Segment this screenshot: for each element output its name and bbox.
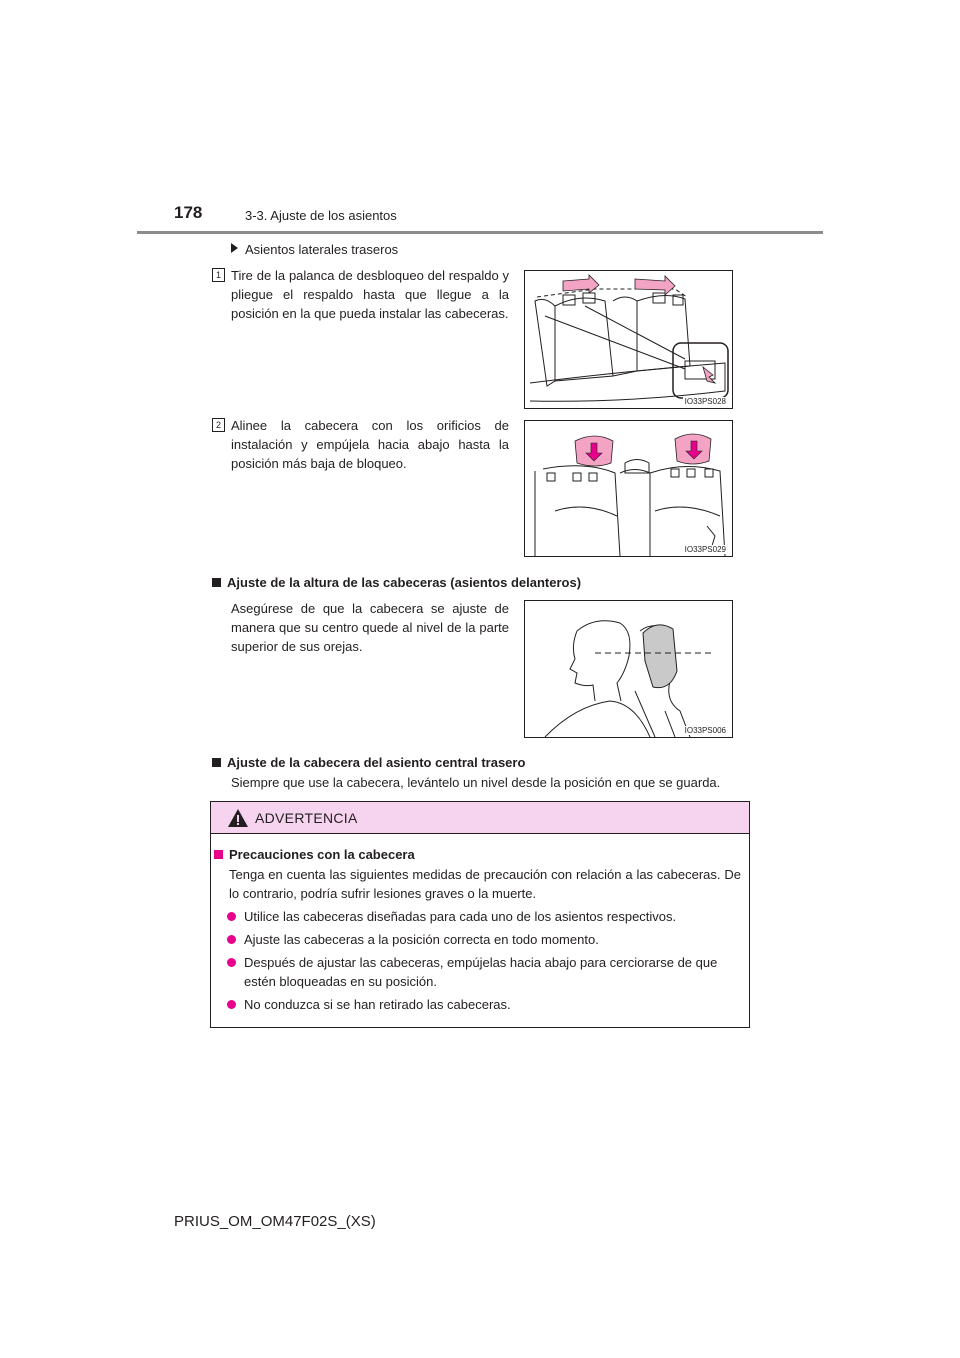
square-bullet-icon (214, 850, 223, 859)
warning-triangle-icon (227, 808, 249, 828)
figure-code: IO33PS006 (684, 726, 726, 735)
figure-code: IO33PS028 (684, 397, 726, 406)
warning-heading-label: Precauciones con la cabecera (229, 847, 415, 862)
figure-code: IO33PS029 (684, 545, 726, 554)
page-number: 178 (174, 203, 203, 222)
section-title: 3-3. Ajuste de los asientos (245, 208, 397, 223)
warning-heading (214, 847, 415, 862)
triangle-bullet-icon (231, 243, 238, 253)
arrow-left-icon (563, 275, 599, 293)
driver-headrest-illustration (525, 601, 732, 737)
bullet-text: Después de ajustar las cabeceras, empújelas hacia abajo para cerciorarse de que estén bloqueadas en su posición. (244, 955, 718, 989)
arrow-right-icon (635, 276, 675, 295)
bullet-text: Utilice las cabeceras diseñadas para cada uno de los asientos respectivos. (244, 909, 677, 924)
figure-fold-seatback (524, 270, 733, 409)
bullet-dot-icon (227, 958, 236, 967)
front-headrest-icon (643, 625, 677, 688)
warning-box (210, 801, 750, 1028)
heading-label: Ajuste de la cabecera del asiento central trasero (227, 755, 526, 770)
bullet-text: Ajuste las cabeceras a la posición correcta en todo momento. (244, 932, 599, 947)
warning-bullet (211, 907, 741, 926)
step-2-text: Alinee la cabecera con los orificios de instalación y empújela hacia abajo hasta la posición más baja de bloqueo. (231, 418, 509, 471)
warning-header (211, 802, 749, 834)
bullet-dot-icon (227, 1000, 236, 1009)
warning-intro: Tenga en cuenta las siguientes medidas de precaución con relación a las cabeceras. De lo contrario, podría sufrir lesiones graves o la muerte. (229, 867, 741, 901)
rear-center-text: Siempre que use la cabecera, levántelo un nivel desde la posición en que se guarda. (231, 775, 721, 790)
bullet-text: No conduzca si se han retirado las cabeceras. (244, 997, 511, 1012)
warning-bullet (211, 953, 741, 991)
bullet-dot-icon (227, 912, 236, 921)
figure-headrest-height (524, 600, 733, 738)
square-bullet-icon (212, 758, 221, 767)
header-divider (137, 231, 823, 234)
step-badge-1: 1 (212, 268, 225, 282)
heading-rear-center (212, 755, 525, 770)
subheading-label: Asientos laterales traseros (245, 242, 399, 257)
warning-bullet (211, 995, 741, 1014)
headrest-install-illustration (525, 421, 732, 556)
warning-bullet (211, 930, 741, 949)
step-1-text: Tire de la palanca de desbloqueo del respaldo y pliegue el respaldo hasta que llegue a la posición en la que pueda instalar las cabeceras. (231, 268, 509, 321)
warning-title: ADVERTENCIA (255, 810, 358, 826)
rear-seat-illustration (525, 271, 732, 408)
front-height-text: Asegúrese de que la cabecera se ajuste de manera que su centro quede al nivel de la parte superior de sus orejas. (231, 601, 509, 654)
document-code: PRIUS_OM_OM47F02S_(XS) (174, 1213, 376, 1230)
bullet-dot-icon (227, 935, 236, 944)
figure-install-headrest (524, 420, 733, 557)
heading-label: Ajuste de la altura de las cabeceras (asientos delanteros) (227, 575, 582, 590)
heading-front-height (212, 575, 581, 590)
step-badge-2: 2 (212, 418, 225, 432)
square-bullet-icon (212, 578, 221, 587)
subheading-rear-outer (231, 242, 398, 257)
